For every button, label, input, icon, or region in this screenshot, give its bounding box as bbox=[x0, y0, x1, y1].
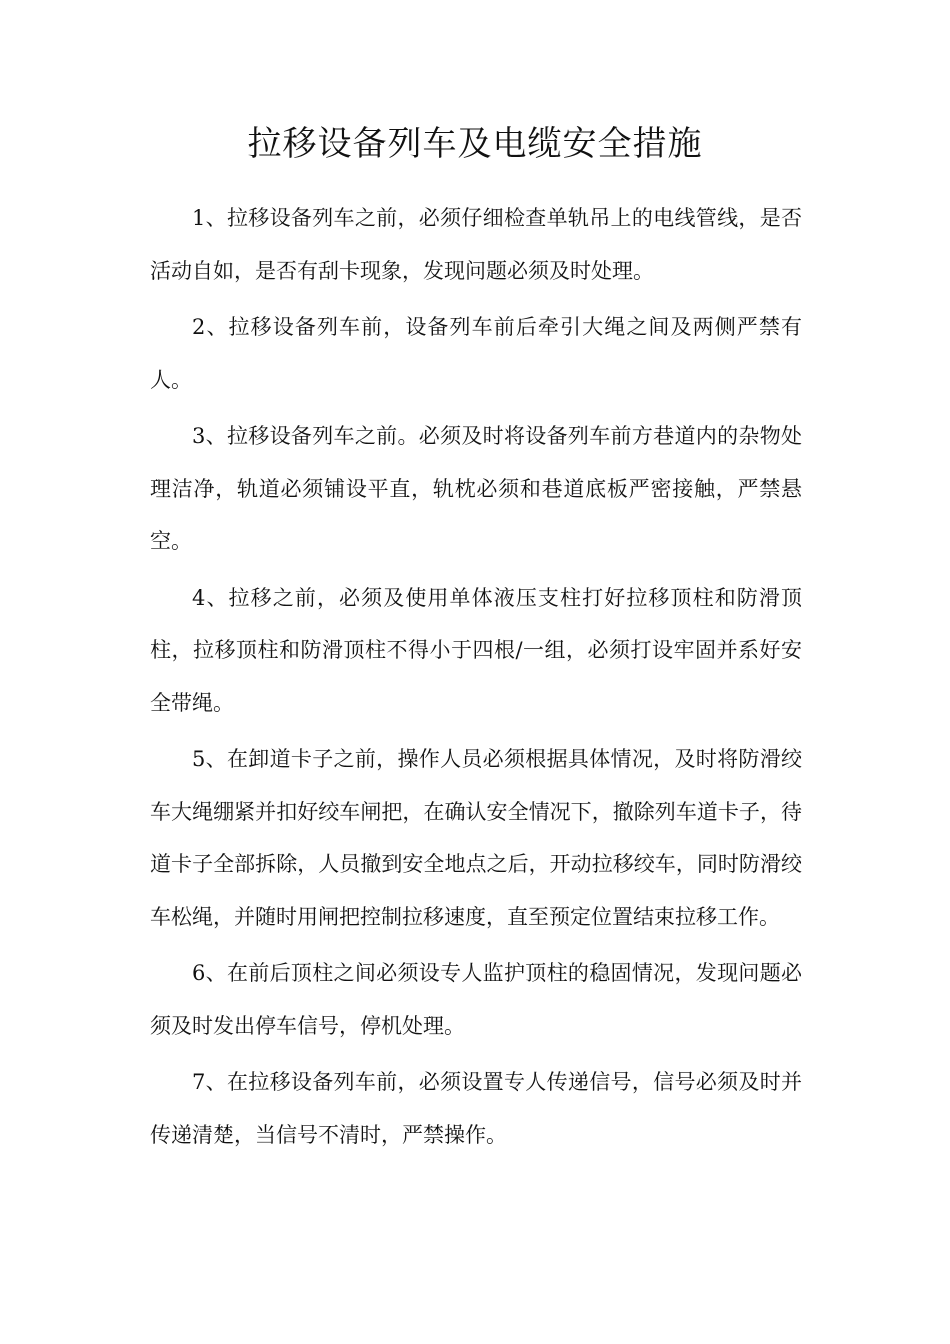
paragraph-5: 5、在卸道卡子之前，操作人员必须根据具体情况，及时将防滑绞车大绳绷紧并扣好绞车闸把，在确认安全情况下，撤除列车道卡子，待道卡子全部拆除，人员撤到安全地点之后，开动拉移绞车，同时防滑绞车松绳，并随时用闸把控制拉移速度，直至预定位置结束拉移工作。 bbox=[150, 747, 802, 929]
paragraph-3: 3、拉移设备列车之前。必须及时将设备列车前方巷道内的杂物处理洁净，轨道必须铺设平直，轨枕必须和巷道底板严密接触，严禁悬空。 bbox=[150, 424, 802, 553]
paragraph-6: 6、在前后顶柱之间必须设专人监护顶柱的稳固情况，发现问题必须及时发出停车信号，停机处理。 bbox=[150, 961, 802, 1038]
document-body bbox=[150, 192, 802, 1165]
paragraph-1: 1、拉移设备列车之前，必须仔细检查单轨吊上的电线管线，是否活动自如，是否有刮卡现象，发现问题必须及时处理。 bbox=[150, 206, 802, 283]
document-title: 拉移设备列车及电缆安全措施 bbox=[247, 124, 703, 164]
paragraph-2: 2、拉移设备列车前，设备列车前后牵引大绳之间及两侧严禁有人。 bbox=[150, 315, 802, 392]
paragraph-7: 7、在拉移设备列车前，必须设置专人传递信号，信号必须及时并传递清楚，当信号不清时，严禁操作。 bbox=[150, 1070, 802, 1147]
paragraph-4: 4、拉移之前，必须及使用单体液压支柱打好拉移顶柱和防滑顶柱，拉移顶柱和防滑顶柱不得小于四根/一组，必须打设牢固并系好安全带绳。 bbox=[150, 585, 802, 715]
